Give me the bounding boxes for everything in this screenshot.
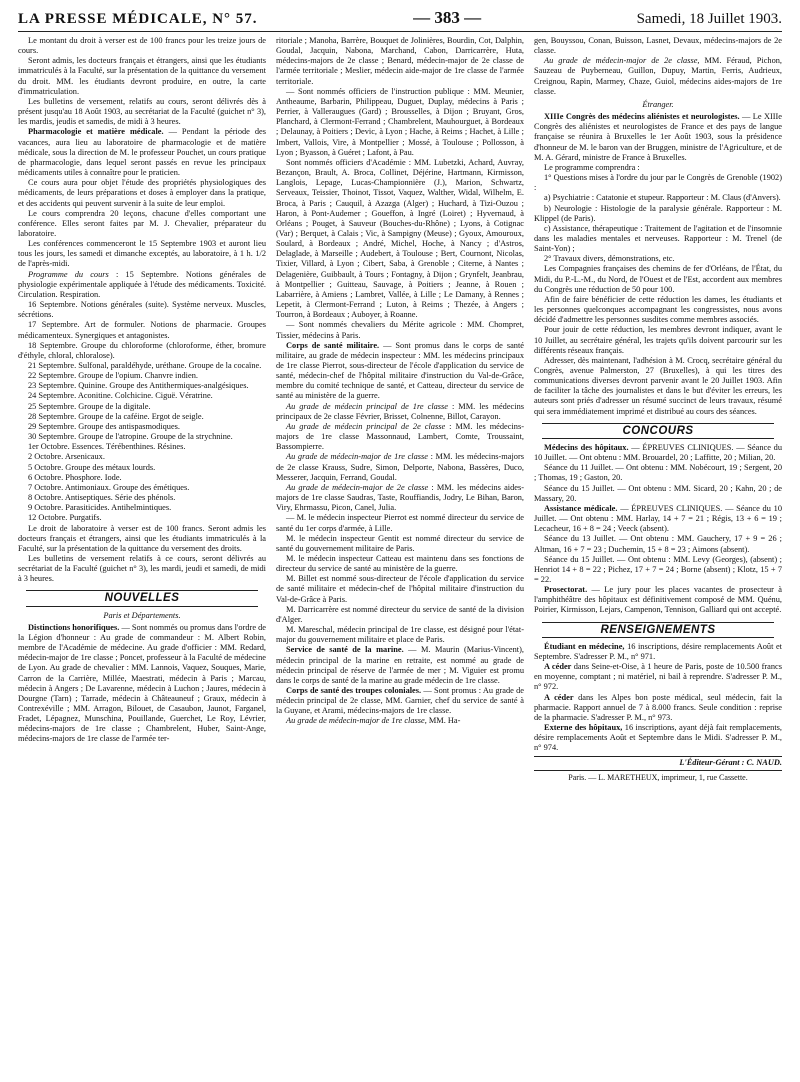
grade-label: Au grade de médecin principal de 2e classe: [286, 421, 446, 431]
paragraph: M. Darricarrère est nommé directeur du service de santé de la division d'Alger.: [276, 604, 524, 624]
grade-label: Au grade de médecin principal de 1re classe: [286, 401, 449, 411]
paragraph: [534, 642, 782, 662]
column-2: [276, 36, 524, 1062]
program-item: 23 Septembre. Quinine. Groupe des Antithermiques-analgésiques.: [28, 381, 249, 391]
grade-label: Au grade de médecin-major de 1re classe: [286, 452, 428, 462]
paragraph: a) Psychiatrie : Catatonie et stupeur. Rapporteur : M. Claus (d'Anvers).: [544, 193, 781, 203]
paragraph-text: : 15 Septembre. Notions générales de physiologie expérimentale appliquée à l'étude des médicaments. Toxicité. Circulation. Respiration.: [18, 269, 266, 299]
paragraph-text: 16 inscriptions, désire remplacements Août et Septembre. S'adresser P. M., n° 971.: [534, 641, 782, 661]
paragraph: Seront admis, les docteurs français et étrangers, ainsi que les étudiants immatriculés à la Faculté, sur la présentation de la quittance du versement du droit. MM. les étudiants devront produire, en outre, la carte d'immatriculation.: [18, 56, 266, 96]
program-item: 6 Octobre. Phosphore. Iode.: [28, 472, 122, 482]
journal-title: LA PRESSE MÉDICALE, N° 57.: [18, 11, 258, 27]
paragraph: Sont nommés officiers d'Académie : MM. Lubetzki, Achard, Auvray, Bezançon, Brault, A. Broca, Collinet, Déjérine, Hartmann, Kirmisson, Langlois, Lepage, Lucas-Championnière (J.), Marion, Schwartz, Serveaux, Teissier, Thoinot, Tissot, Vaquez, Walther, Widal, Wilhelm, E. Broca, à Paris ; Cauquil, à Azazga (Alger) ; Huchard, à Tizi-Ouzou ; Haron, à Pont-Audemer ; Goueffon, à Ingré (Loiret) ; Hyvernaud, à Orléans ; Pouget, à Sauveur (Bouches-du-Rhône) ; Lyons, à Cotignac (Var) ; Berquet, à Calais ; Vic, à Sampigny (Meuse) ; Gyoux, Amouroux, Soulard, à Bordeaux ; André, Michel, Hoche, à Nancy ; d'Astros, Delaglade, à Marseille ; Audebert, à Toulouse ; Bert, Cournont, Nicolas, Tixier, Villard, à Lyon ; Cibert, Saba, à Grenoble ; Citerne, à Nantes ; Delagenière, Guibbault, à Tours ; Fontagny, à Dijon ; Grynfelt, Jeanbrau, à Montpellier ; Guitteau, Sauvage, à Poitiers ; Jeanne, à Rouen ; Labarrière, à Amiens ; Lambret, Vallée, à Lille ; Le Damany, à Rennes ; Lepetit, à Clermont-Ferrand ; Luton, à Reims ; Thezée, à Angers ; Tourron, à Bordeaux ; Auboyer, à Roanne.: [276, 157, 524, 320]
paragraph: M. le médecin inspecteur Catteau est maintenu dans ses fonctions de directeur du service de santé au ministère de la guerre.: [276, 553, 524, 574]
paragraph: gen, Bouyssou, Conan, Buisson, Lasnet, Devaux, médecins-majors de 2e classe.: [534, 36, 782, 56]
paragraph: Les Compagnies françaises des chemins de fer d'Orléans, de l'État, du Midi, du P.-L.-M., du Nord, de l'Ouest et de l'Est, accordent aux membres du Congrès une réduction de 50 pour 100.: [534, 264, 782, 294]
column-1: [18, 36, 266, 1062]
program-item: 24 Septembre. Aconitine. Colchicine. Ciguë. Vératrine.: [28, 391, 213, 401]
paragraph-title: Programme du cours: [28, 269, 109, 279]
paragraph: [534, 443, 782, 463]
paragraph-title: Prosectorat.: [544, 585, 588, 595]
section-title: RENSEIGNEMENTS: [600, 623, 716, 636]
paragraph-text: dans les Alpes bon poste médical, seul médecin, fait la pharmacie. Rapport annuel de 7 à 8.000 francs. Seule condition : reprise de la pharmacie. S'adresser P. M., n° 973.: [534, 692, 782, 722]
paragraph-title: Externe des hôpitaux,: [544, 723, 623, 732]
paragraph: [18, 270, 266, 300]
paragraph-title: Pharmacologie et matière médicale.: [28, 127, 164, 137]
program-item: 21 Septembre. Sulfonal, paraldéhyde, uréthane. Groupe de la cocaïne.: [28, 361, 262, 370]
section-renseignements: [534, 622, 782, 638]
paragraph: 2° Travaux divers, démonstrations, etc.: [544, 254, 675, 264]
program-item: 2 Octobre. Arsenicaux.: [28, 452, 105, 462]
paragraph-text: — ÉPREUVES CLINIQUES. — Séance du 10 Juillet. — Ont obtenu : MM. Harlay, 14 + 7 = 21 ; Régis, 13 + 6 = 19 ; Lecacheur, 16 + 8 = 24 ; Veeck (absent).: [534, 503, 782, 534]
paragraph: M. Mareschal, médecin principal de 1re classe, est désigné pour l'état-major du gouvernement militaire et place de Paris.: [276, 625, 524, 645]
paragraph: [276, 645, 524, 686]
paragraph-text: : MM. les médecins aides-majors de 1re classe Saudras, Taste, Rouffiandis, Jodry, Le Bihan, Baron, Viry, Ehrmassu, Picon, Canel, Julia.: [276, 482, 524, 513]
paragraph: b) Neurologie : Histologie de la paralysie générale. Rapporteur : M. Klippel (de Paris).: [534, 203, 782, 223]
paragraph: Séance du 15 Juillet. — Ont obtenu : MM. Sicard, 20 ; Kahn, 20 ; de Massary, 20.: [534, 483, 782, 503]
paragraph: [276, 686, 524, 716]
paragraph: M. Billet est nommé sous-directeur de l'école d'application du service de santé militaire et médecin-chef de l'hôpital militaire d'instruction du Val-de-Grâce à Paris.: [276, 574, 524, 604]
program-item: 29 Septembre. Groupe des antispasmodiques.: [28, 421, 181, 431]
paragraph-title: Corps de santé militaire.: [286, 340, 380, 350]
paragraph-text: , MM. Ha-: [424, 716, 461, 726]
paragraph-text: , MM. Féraud, Pichon, Sauzeau de Puyberneau, Guillon, Dupuy, Martin, Ferris, Audrieux, Creignou, Rapin, Marmey, Chaze, Guiol, médecins aides-majors de 1re classe.: [534, 56, 782, 96]
program-item: 18 Septembre. Groupe du chloroforme (chloroforme, éther, bromure d'éthyle, chloral, chloralose).: [18, 340, 266, 360]
paragraph-text: dans Seine-et-Oise, à 1 heure de Paris, poste de 10.500 francs en moyenne, comptant ; ni matériel, ni bail à reprendre. S'adresser P. M., n° 972.: [534, 662, 782, 692]
paragraph-text: : MM. les médecins-majors de 1re classe Massonnaud, Lambert, Comte, Troussaint, Bassompierre.: [276, 421, 524, 452]
columns: [18, 36, 782, 1062]
program-item: 28 Septembre. Groupe de la caféine. Ergot de seigle.: [28, 411, 204, 421]
page-header: [18, 4, 782, 32]
paragraph-text: : MM. les médecins-majors de 2e classe Krauss, Sudre, Simon, Delporte, Nabona, Bassères, Duco, Messerer, Jacquin, Ferrand, Goudal.: [276, 452, 524, 482]
subsection-title: Étranger.: [642, 99, 674, 109]
paragraph: [276, 483, 524, 513]
paragraph-text: — Sont promus : Au grade de médecin principal de 2e classe, MM. Garnier, chef du service de santé à la Guyane, et Arami, médecins-majors de 1re classe.: [276, 686, 524, 716]
column-3: [534, 36, 782, 1062]
paragraph: [276, 402, 524, 422]
paragraph-text: — Pendant la période des vacances, aura lieu au laboratoire de pharmacologie et de matière médicale, sous la direction de M. le professeur Pouchet, un cours pratique de pharmacologie, dans lequel seront passés en revue les principaux médicaments utiles à connaître pour le praticien.: [18, 127, 266, 178]
program-item: 30 Septembre. Groupe de l'atropine. Groupe de la strychnine.: [28, 432, 233, 442]
paragraph-title: Médecins des hôpitaux.: [544, 442, 629, 452]
program-item: 16 Septembre. Notions générales (suite). Système nerveux. Muscles, sécrétions.: [18, 300, 266, 320]
paragraph: Ce cours aura pour objet l'étude des propriétés physiologiques des médicaments, de leurs préparations et doses à employer dans la pratique, et des accidents qui peuvent survenir à la suite de leur emploi.: [18, 178, 266, 208]
paragraph-text: — Le XIIIe Congrès des aliénistes et neurologistes de France et des pays de langue française se réunira à Bruxelles le 1er Août 1903, sous la présidence d'honneur de M. le baron van der Bruggen, ministre de l'Agriculture, et de M. A. Gérard, ministre de France à Bruxelles.: [534, 112, 782, 162]
section-title: CONCOURS: [622, 424, 694, 437]
paragraph: Adresser, dès maintenant, l'adhésion à M. Crocq, secrétaire général du Congrès, avenue Palmerston, 27 (Bruxelles), à qui les titres des communications diverses devront parvenir avant le 20 Juillet 1903. Afin de faciliter la tâche des journalistes et dans le but d'éviter les erreurs, les auteurs sont priés d'adresser un résumé succinct de leurs travaux, résumé qui sera immédiatement imprimé et distribué au cours des séances.: [534, 355, 782, 416]
paragraph-text: — Le jury pour les places vacantes de prosecteur à l'amphithéâtre des hôpitaux est définitivement composé de MM. Quénu, Poirier, Kirmisson, Lejars, Campenon, Tennison, Galliard qui ont accepté.: [534, 585, 782, 615]
paragraph: — Sont nommés chevaliers du Mérite agricole : MM. Chompret, Tissier, médecins à Paris.: [276, 320, 524, 340]
grade-label: Au grade de médecin-major de 2e classe: [286, 482, 429, 492]
section-nouvelles: [18, 590, 266, 606]
program-item: 25 Septembre. Groupe de la digitale.: [28, 401, 151, 411]
page-number: — 383 —: [413, 8, 482, 27]
paragraph: Le montant du droit à verser est de 100 francs pour les treize jours de cours.: [18, 36, 266, 56]
paragraph-title: Étudiant en médecine,: [544, 641, 625, 651]
paragraph: c) Assistance, thérapeutique : Traitement de l'agitation et de l'insomnie dans les maladies mentales et nerveuses. Rapporteur : M. Trenel (de Saint-Yon) ;: [534, 223, 782, 254]
paragraph: [18, 127, 266, 178]
paragraph: Le droit de laboratoire à verser est de 100 francs. Seront admis les docteurs français et étrangers, ainsi que les étudiants immatriculés à la Faculté, sur la présentation de la quittance du versement des droits.: [18, 523, 266, 553]
paragraph-text: — Sont promus dans le corps de santé militaire, au grade de médecin inspecteur : MM. les médecins principaux de 1re classe Pierrot, sous-directeur de l'école d'application du service de santé, médecin-chef de l'hôpital militaire d'instruction du Val-de-Grâce, membre du comité technique de santé, et Catteau, directeur du service de santé au ministère de la guerre.: [276, 340, 524, 401]
paragraph: Séance du 13 Juillet. — Ont obtenu : MM. Gauchery, 17 + 9 = 26 ; Altman, 16 + 7 = 23 ; Duchemin, 15 + 8 = 23 ; Aimons (absent).: [534, 534, 782, 554]
paragraph: [18, 623, 266, 745]
paragraph: Le programme comprendra :: [544, 162, 640, 172]
paragraph: [276, 341, 524, 402]
paragraph: [534, 112, 782, 163]
paragraph: [534, 585, 782, 615]
program-item: 5 Octobre. Groupe des métaux lourds.: [28, 462, 156, 472]
paragraph: Séance du 11 Juillet. — Ont obtenu : MM. Nobécourt, 19 ; Sergent, 20 ; Thomas, 19 ; Gaston, 20.: [534, 463, 782, 483]
paragraph-title: XIIIe Congrès des médecins aliénistes et neurologistes.: [544, 112, 740, 122]
paragraph: Pour jouir de cette réduction, les membres devront indiquer, avant le 10 Juillet, au secrétaire général, les trajets qu'ils doivent parcourir sur les différents réseaux français.: [534, 325, 782, 355]
paragraph: [534, 504, 782, 534]
grade-label: Au grade de médecin-major de 1re classe: [286, 716, 425, 726]
paragraph-title: Distinctions honorifiques.: [28, 622, 120, 632]
program-item: 9 Octobre. Parasiticides. Antihelmintiques.: [28, 503, 172, 513]
printer-line: Paris. — L. MARETHEUX, imprimeur, 1, rue Cassette.: [568, 772, 748, 782]
program-item: 8 Octobre. Antiseptiques. Série des phénols.: [28, 493, 176, 503]
section-concours: [534, 423, 782, 439]
paragraph: Séance du 15 Juillet. — Ont obtenu : MM. Levy (Georges), (absent) ; Henriot 14 + 8 = 22 ; Pichez, 17 + 7 = 24 ; Borne (absent) ; Klotz, 15 + 7 = 22.: [534, 554, 782, 584]
subsection-title: Paris et Départements.: [103, 610, 181, 620]
paragraph: M. le médecin inspecteur Gentit est nommé directeur du service de santé du gouvernement militaire de Paris.: [276, 533, 524, 553]
paragraph: [534, 662, 782, 692]
paragraph: [534, 723, 782, 753]
paragraph: Les bulletins de versement relatifs à ce cours, seront délivrés au secrétariat de la Faculté (guichet n° 3), les mardi, jeudi et samedi, de midi à 3 heures.: [18, 553, 266, 584]
paragraph: Le cours comprendra 20 leçons, chacune d'elles comportant une conférence. Elles seront faites par M. J. Chevalier, préparateur du laboratoire.: [18, 208, 266, 238]
paragraph-title: A céder: [544, 692, 574, 702]
editor-signature: L'Éditeur-Gérant : C. NAUD.: [534, 756, 782, 770]
program-list: [18, 300, 266, 523]
paragraph-text: — ÉPREUVES CLINIQUES. — Séance du 10 Juillet. — Ont obtenu : MM. Brouardel, 20 ; Laffitte, 20 ; Milian, 20.: [534, 442, 782, 463]
paragraph: [276, 452, 524, 482]
paragraph-title: Assistance médicale.: [544, 503, 618, 513]
paragraph: — M. le médecin inspecteur Pierrot est nommé directeur du service de santé du 1er corps d'armée, à Lille.: [276, 513, 524, 533]
paragraph: Les bulletins de versement, relatifs au cours, seront délivrés dès à présent jusqu'au 18 Août 1903, au secrétariat de la Faculté (guichet n° 3), les mardis, jeudis et samedis, de midi à 3 heures.: [18, 96, 266, 127]
paragraph: Les conférences commenceront le 15 Septembre 1903 et auront lieu tous les jours, les samedi et dimanche exceptés, au laboratoire, à 1 h. 1/2 de l'après-midi.: [18, 239, 266, 269]
paragraph-text: 16 inscriptions, ayant déjà fait remplacements, désire remplacements Août et Septembre dans le Midi. S'adresser P. M., n° 974.: [534, 723, 782, 753]
paragraph: [534, 56, 782, 97]
paragraph-title: Corps de santé des troupes coloniales.: [286, 686, 422, 695]
paragraph-title: Service de santé de la marine.: [286, 645, 404, 655]
paragraph-text: : MM. les médecins principaux de 2e classe Février, Brisset, Colnenne, Billot, Carayon.: [276, 401, 524, 421]
section-title: NOUVELLES: [104, 592, 180, 605]
program-item: 17 Septembre. Art de formuler. Notions de pharmacie. Groupes médicamenteux. Synergiques et antagonistes.: [18, 320, 266, 340]
paragraph-text: — Sont nommés ou promus dans l'ordre de la Légion d'honneur : Au grade de commandeur : M. Albert Robin, membre de l'Académie de médecine. Au grade d'officier : MM. Redard, médecin-major de 1re classe ; Poncet, professeur à la Faculté de médecine de Lyon. Au grade de chevalier : MM. Lannois, Vaquez, Souques, Marie, Carron de la Carrière, Millée, Maestrati, médecin à Paris ; Marcau, médecin à Angers ; De Lavarenne, médecin à Luchon ; Jaures, médecin à Dourgne (Tarn) ; Tarrade, médecin à Châteauneuf ; Graux, médecin à Contrexéville ; MM. Arragon, Bilouet, de Casaubon, Jaunot, Farganel, Fradet, Lépagnez, Munschina, Pouillande, Guerchet, Le Roy, Lévrier, médecins-majors de 1re classe ; Chambrelent, Huber, Saint-Ange, médecins-majors de 1re classe de l'armée ter-: [18, 622, 266, 744]
grade-label: Au grade de médecin-major de 2e classe: [544, 56, 698, 66]
paragraph: — Sont nommés officiers de l'instruction publique : MM. Meunier, Antheaume, Barbarin, Philippeau, Duguet, Duplay, médecins à Paris ; Perrier, à Valleraugues (Gard) ; Brousselles, à Dijon ; Bruyant, Gros, Planchard, à Clermont-Ferrand ; Chambrelent, Mauhourguet, à Bordeaux ; Delaunay, à Poitiers ; Devic, à Lyon ; Hache, à Reims ; Hachet, à Lille ; Imbert, Vallois, Vire, à Montpellier ; Mossé, à Toulouse ; Pollosson, à Lyon ; Byasson, à Guéret ; Lafont, à Pau.: [276, 86, 524, 157]
program-item: 12 Octobre. Purgatifs.: [28, 513, 102, 523]
paragraph: Afin de faire bénéficier de cette réduction les dames, les étudiants et les personnes quelconques accompagnant les congressistes, nous avons décidé d'admettre les personnes susdites comme membres associés.: [534, 294, 782, 325]
issue-date: Samedi, 18 Juillet 1903.: [636, 11, 782, 27]
program-item: 22 Septembre. Groupe de l'opium. Chanvre indien.: [28, 371, 198, 381]
program-item: 7 Octobre. Antimoniaux. Groupe des émétiques.: [28, 482, 190, 492]
paragraph: [534, 693, 782, 723]
program-item: 1er Octobre. Essences. Térébenthines. Résines.: [28, 442, 186, 452]
paragraph: 1° Questions mises à l'ordre du jour par le Congrès de Grenoble (1902) :: [534, 173, 782, 193]
paragraph-text: — M. Maurin (Marius-Vincent), médecin principal de la marine en retraite, est nommé au grade de médecin principal de réserve de l'armée de mer ; M. Viguier est promu dans le corps de santé de la marine au grade médecin de 1re classe.: [276, 645, 524, 685]
paragraph: ritoriale ; Manoha, Barrère, Bouquet de Jolinières, Bourdin, Cot, Dalphin, Goudal, Jacquin, Nabona, Marchand, Cabon, Darricarrère, Huta, médecins-majors de 2e classe ; Benard, médecin-major de 2e classe de l'armée territoriale ; Meslier, médecin aide-major de 1re classe de l'armée territoriale.: [276, 36, 524, 86]
paragraph: [276, 716, 524, 726]
paragraph-title: A céder: [544, 662, 572, 672]
paragraph: [276, 422, 524, 452]
